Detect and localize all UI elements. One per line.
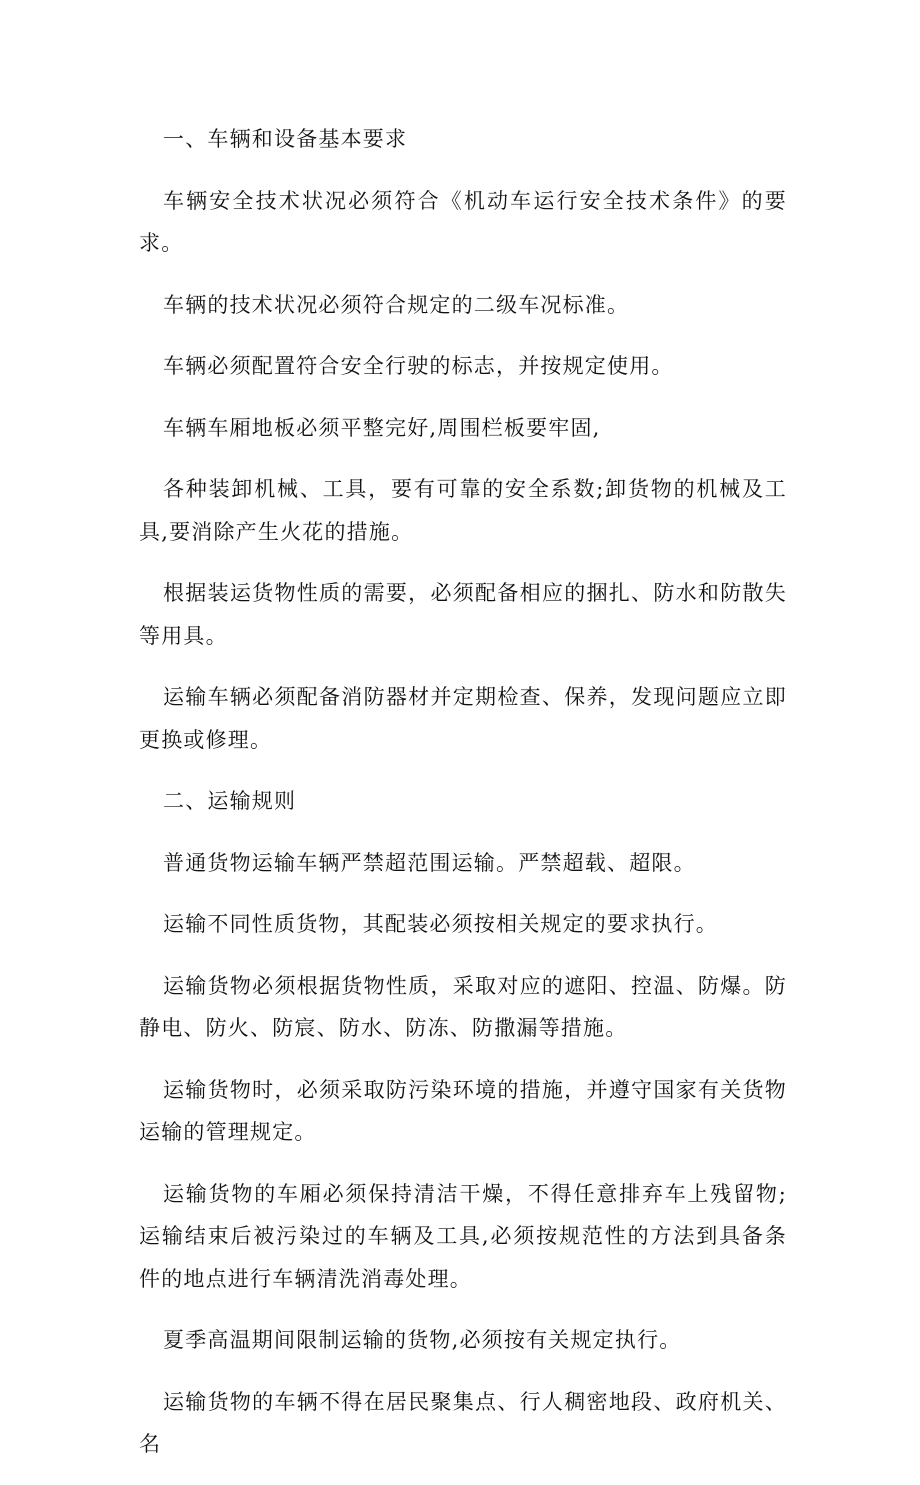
paragraph: 各种装卸机械、工具，要有可靠的安全系数;卸货物的机械及工具,要消除产生火花的措施。: [139, 477, 787, 544]
paragraph: 车辆必须配置符合安全行驶的标志，并按规定使用。: [163, 354, 674, 378]
paragraph: 车辆车厢地板必须平整完好,周围栏板要牢固,: [163, 415, 601, 440]
paragraph: 运输货物的车辆不得在居民聚集点、行人稠密地段、政府机关、名: [139, 1389, 787, 1456]
document-page: [139, 118, 787, 1485]
paragraph: 运输货物必须根据货物性质，采取对应的遮阳、控温、防爆。防静电、防火、防宸、防水、防冻、防撒漏等措施。: [139, 973, 787, 1040]
paragraph: 运输不同性质货物，其配装必须按相关规定的要求执行。: [163, 912, 718, 936]
paragraph: 普通货物运输车辆严禁超范围运输。严禁超载、超限。: [163, 850, 696, 875]
paragraph: 运输车辆必须配备消防器材并定期检查、保养，发现问题应立即更换或修理。: [139, 685, 787, 752]
paragraph: 车辆安全技术状况必须符合《机动车运行安全技术条件》的要求。: [139, 188, 787, 255]
paragraph: 根据装运货物性质的需要，必须配备相应的捆扎、防水和防散失等用具。: [139, 581, 787, 648]
paragraph: 车辆的技术状况必须符合规定的二级车况标准。: [163, 292, 630, 317]
section-heading-2: 二、运输规则: [163, 789, 297, 813]
paragraph: 运输货物的车厢必须保持清洁干燥，不得任意排弃车上残留物;运输结束后被污染过的车辆及工具,必须按规范性的方法到具备条件的地点进行车辆清洗消毒处理。: [139, 1181, 787, 1291]
section-heading-1: 一、车辆和设备基本要求: [163, 127, 408, 151]
paragraph: 运输货物时，必须采取防污染环境的措施，并遵守国家有关货物运输的管理规定。: [139, 1077, 787, 1144]
paragraph: 夏季高温期间限制运输的货物,必须按有关规定执行。: [163, 1328, 682, 1352]
